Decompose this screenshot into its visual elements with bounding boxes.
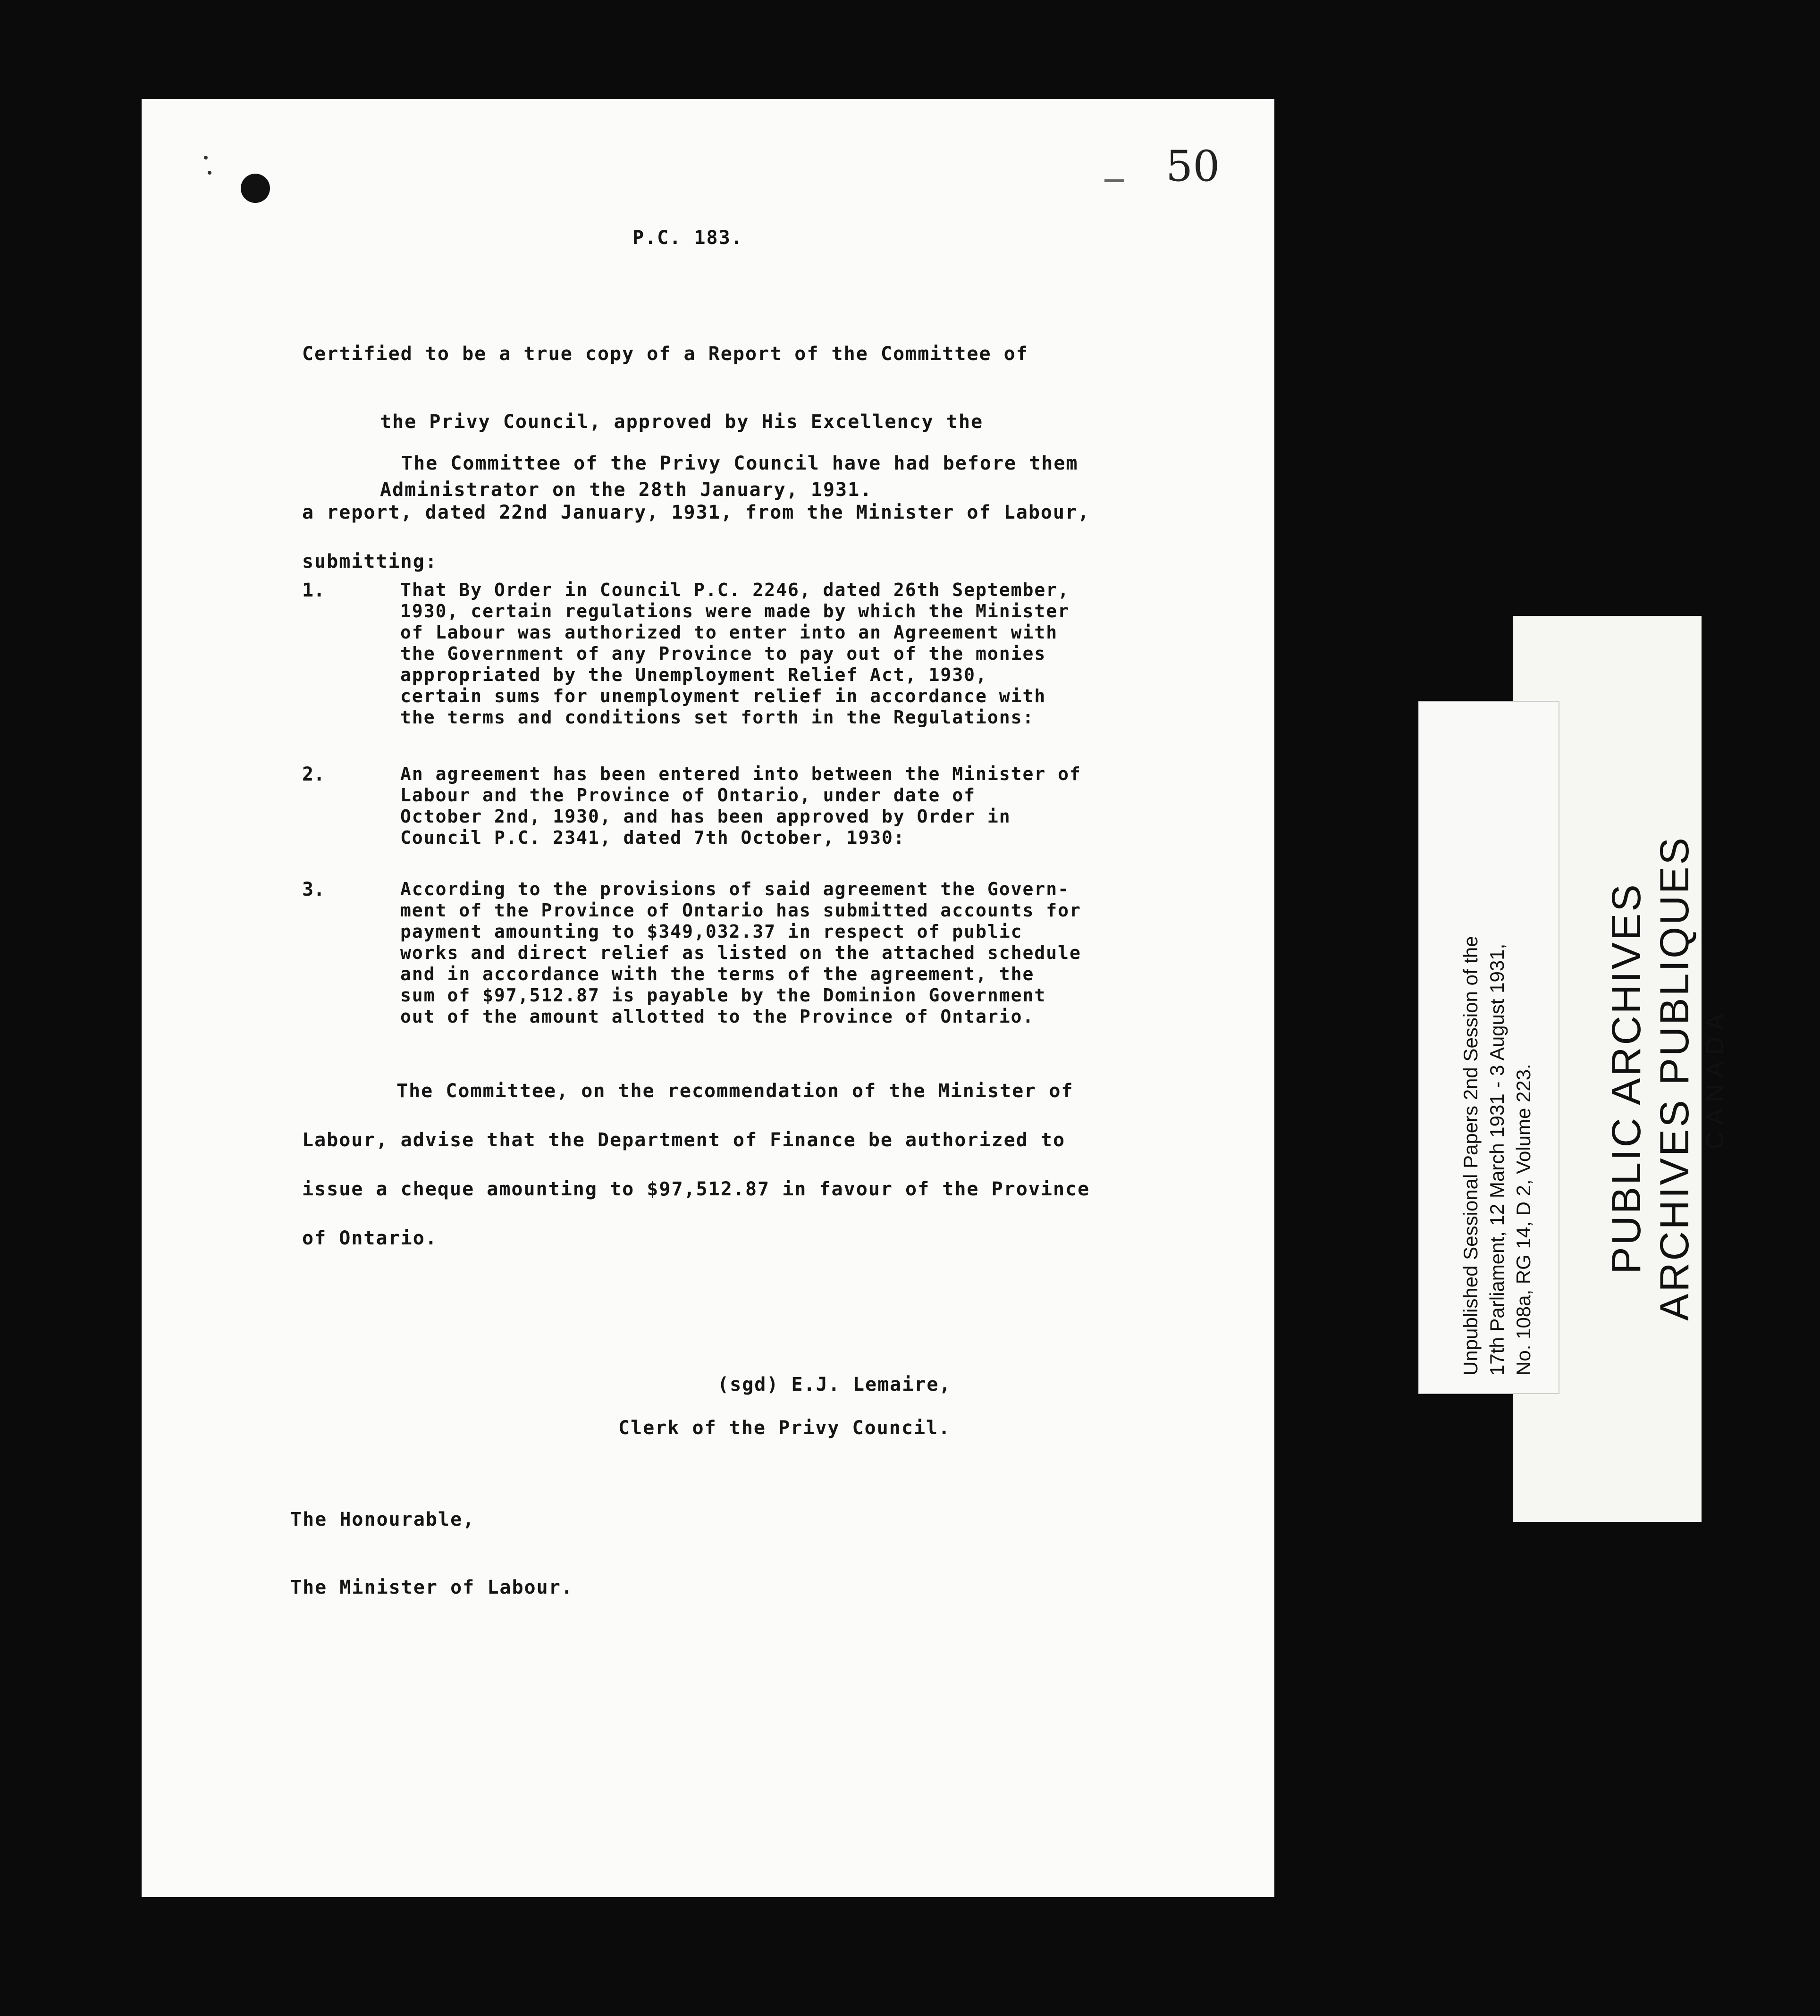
archive-line-english: PUBLIC ARCHIVES [1604,882,1649,1274]
citation-line: No. 108a, RG 14, D 2, Volume 223. [1512,1064,1534,1376]
item-line: the Government of any Province to pay out of the monies [400,643,1046,664]
recommendation-line: issue a cheque amounting to $97,512.87 in favour of the Province [302,1178,1090,1200]
item-line: of Labour was authorized to enter into an Agreement with [400,622,1058,643]
item-paragraph [400,764,1081,848]
item-line: 1930, certain regulations were made by which the Minister [400,601,1070,622]
clerk-title: Clerk of the Privy Council. [618,1417,951,1439]
certification-line: Administrator on the 28th January, 1931. [380,479,873,501]
recommendation-line: of Ontario. [302,1227,438,1249]
item-line: out of the amount allotted to the Province of Ontario. [400,1006,1035,1027]
certification-line: Certified to be a true copy of a Report of the Committee of [302,343,1028,365]
item-line: Labour and the Province of Ontario, under date of [400,785,976,806]
recommendation-paragraph [302,1067,1090,1263]
pencil-mark [1104,179,1124,182]
recommendation-line: Labour, advise that the Department of Finance be authorized to [302,1129,1066,1151]
item-number: 3. [302,879,325,900]
order-number-heading: P.C. 183. [632,227,743,249]
item-number: 1. [302,580,325,601]
signature-line: (sgd) E.J. Lemaire, [717,1374,952,1395]
intro-line: submitting: [302,551,438,572]
speck [204,156,208,160]
item-paragraph [400,580,1070,728]
certification-line: the Privy Council, approved by His Excellency the [380,411,984,433]
item-line: sum of $97,512.87 is payable by the Dominion Government [400,985,1046,1006]
item-line: According to the provisions of said agreement the Govern- [400,879,1070,899]
item-line: ment of the Province of Ontario has submitted accounts for [400,900,1081,921]
item-line: An agreement has been entered into between the Minister of [400,764,1081,784]
speck [208,171,211,175]
item-paragraph [400,879,1081,1027]
item-line: and in accordance with the terms of the agreement, the [400,964,1035,984]
item-line: works and direct relief as listed on the attached schedule [400,942,1081,963]
punch-hole [241,174,270,203]
intro-line: The Committee of the Privy Council have had before them [401,453,1079,474]
item-line: the terms and conditions set forth in the Regulations: [400,707,1035,728]
recommendation-line: The Committee, on the recommendation of the Minister of [396,1080,1074,1102]
archive-stamp-text [1602,831,1732,1326]
addressee-line: The Minister of Labour. [290,1577,573,1598]
item-line: Council P.C. 2341, dated 7th October, 1930: [400,827,905,848]
citation-line: 17th Parliament, 12 March 1931 - 3 August 1931, [1486,943,1508,1376]
archive-line-french: ARCHIVES PUBLIQUES [1652,836,1697,1321]
archive-line-country: CANADA [1702,1007,1729,1150]
intro-line: a report, dated 22nd January, 1931, from the Minister of Labour, [302,502,1090,523]
item-number: 2. [302,764,325,785]
item-line: That By Order in Council P.C. 2246, dated 26th September, [400,580,1070,600]
citation-line: Unpublished Sessional Papers 2nd Session of the [1459,936,1482,1376]
item-line: appropriated by the Unemployment Relief Act, 1930, [400,664,987,685]
intro-paragraph [302,439,1090,586]
item-line: certain sums for unemployment relief in accordance with [400,686,1046,706]
addressee-line: The Honourable, [290,1509,475,1530]
item-line: October 2nd, 1930, and has been approved by Order in [400,806,1011,827]
page-number: 50 [1166,142,1220,191]
addressee-block [290,1463,573,1621]
item-line: payment amounting to $349,032.37 in respect of public [400,921,1023,942]
citation-label-text [1458,936,1537,1376]
